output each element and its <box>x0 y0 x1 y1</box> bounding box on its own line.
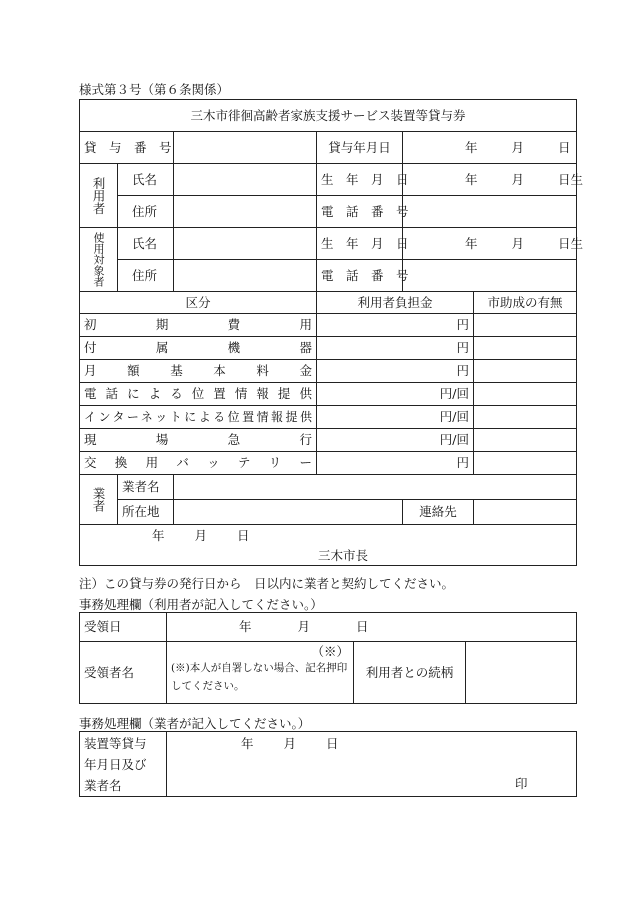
fee-row-label: 交換用バッテリー <box>80 452 317 475</box>
user-name-field[interactable] <box>174 164 317 196</box>
target-address-label: 住所 <box>118 260 174 292</box>
fee-row-amount[interactable]: 円 <box>317 452 474 475</box>
mayor-name: 三木市長 <box>318 548 369 563</box>
user-birth-field[interactable]: 年 月 日生 <box>403 164 577 196</box>
office-vendor-heading: 事務処理欄（業者が記入してください。） <box>79 716 311 731</box>
target-name-label: 氏名 <box>118 228 174 260</box>
subsidy-header: 市助成の有無 <box>474 292 577 314</box>
user-address-label: 住所 <box>118 196 174 228</box>
vendor-section-label: 業者 <box>80 475 118 525</box>
fee-row-label: 現場急行 <box>80 429 317 452</box>
relation-field[interactable] <box>466 642 577 704</box>
voucher-title: 三木市徘徊高齢者家族支援サービス装置等貸与券 <box>80 100 577 132</box>
self-sign-mark: （※） <box>311 644 349 659</box>
fee-row-label: 付属機器 <box>80 337 317 360</box>
office-vendor-table <box>79 731 577 797</box>
vendor-contact-field[interactable] <box>474 500 577 525</box>
fee-row-subsidy[interactable] <box>474 337 577 360</box>
vendor-contact-label: 連絡先 <box>403 500 474 525</box>
user-address-field[interactable] <box>174 196 317 228</box>
self-sign-footnote: (※)本人が自署しない場合、記名押印してください。 <box>171 662 348 692</box>
user-birth-label: 生 年 月 日 <box>317 164 403 196</box>
fee-row-amount[interactable]: 円/回 <box>317 406 474 429</box>
receiver-name-label: 受領者名 <box>80 642 167 704</box>
target-section-label: 使用対象者 <box>80 228 118 292</box>
target-phone-field[interactable] <box>403 260 577 292</box>
target-birth-field[interactable]: 年 月 日生 <box>403 228 577 260</box>
user-name-label: 氏名 <box>118 164 174 196</box>
issue-day: 日 <box>237 528 250 543</box>
fee-row-label: 初期費用 <box>80 314 317 337</box>
office-user-table <box>79 612 577 704</box>
loan-date-field[interactable]: 年 月 日 <box>403 132 577 164</box>
target-address-field[interactable] <box>174 260 317 292</box>
issue-block <box>80 525 577 566</box>
contract-note: 注）この貸与券の発行日から 日以内に業者と契約してください。 <box>79 576 455 591</box>
issue-year: 年 <box>152 528 165 543</box>
received-date-field[interactable]: 年 月 日 <box>167 613 577 642</box>
fee-row-subsidy[interactable] <box>474 452 577 475</box>
fee-row-amount[interactable]: 円 <box>317 314 474 337</box>
fee-row-label: インターネットによる位置情報提供 <box>80 406 317 429</box>
receiver-name-field[interactable] <box>167 642 354 704</box>
loan-number-label: 貸 与 番 号 <box>80 132 174 164</box>
fee-row-label: 月額基本料金 <box>80 360 317 383</box>
user-section-label: 利用者 <box>80 164 118 228</box>
fee-row-label: 電話による位置情報提供 <box>80 383 317 406</box>
vendor-name-label: 業者名 <box>118 475 174 500</box>
burden-header: 利用者負担金 <box>317 292 474 314</box>
user-phone-label: 電 話 番 号 <box>317 196 403 228</box>
user-phone-field[interactable] <box>403 196 577 228</box>
fee-row-subsidy[interactable] <box>474 406 577 429</box>
fee-row-subsidy[interactable] <box>474 360 577 383</box>
loan-date-label: 貸与年月日 <box>317 132 403 164</box>
fee-row-amount[interactable]: 円 <box>317 360 474 383</box>
fee-row-subsidy[interactable] <box>474 314 577 337</box>
vendor-location-field[interactable] <box>174 500 403 525</box>
issue-month: 月 <box>194 528 208 543</box>
vendor-location-label: 所在地 <box>118 500 174 525</box>
office-user-heading: 事務処理欄（利用者が記入してください。） <box>79 597 323 612</box>
category-header: 区分 <box>80 292 317 314</box>
fee-row-amount[interactable]: 円/回 <box>317 383 474 406</box>
seal-mark: 印 <box>515 776 528 791</box>
fee-row-subsidy[interactable] <box>474 383 577 406</box>
vendor-loan-field[interactable]: 年 月 日 印 <box>167 732 577 797</box>
fee-row-amount[interactable]: 円/回 <box>317 429 474 452</box>
vendor-name-field[interactable] <box>174 475 577 500</box>
received-date-label: 受領日 <box>80 613 167 642</box>
fee-row-amount[interactable]: 円 <box>317 337 474 360</box>
loan-voucher-table <box>79 99 584 566</box>
form-number: 様式第３号（第６条関係） <box>79 82 230 97</box>
fee-row-subsidy[interactable] <box>474 429 577 452</box>
loan-number-field[interactable] <box>174 132 317 164</box>
vendor-loan-label: 装置等貸与 年月日及び 業者名 <box>80 732 167 797</box>
target-birth-label: 生 年 月 日 <box>317 228 403 260</box>
target-name-field[interactable] <box>174 228 317 260</box>
relation-label: 利用者との続柄 <box>354 642 466 704</box>
target-phone-label: 電 話 番 号 <box>317 260 403 292</box>
